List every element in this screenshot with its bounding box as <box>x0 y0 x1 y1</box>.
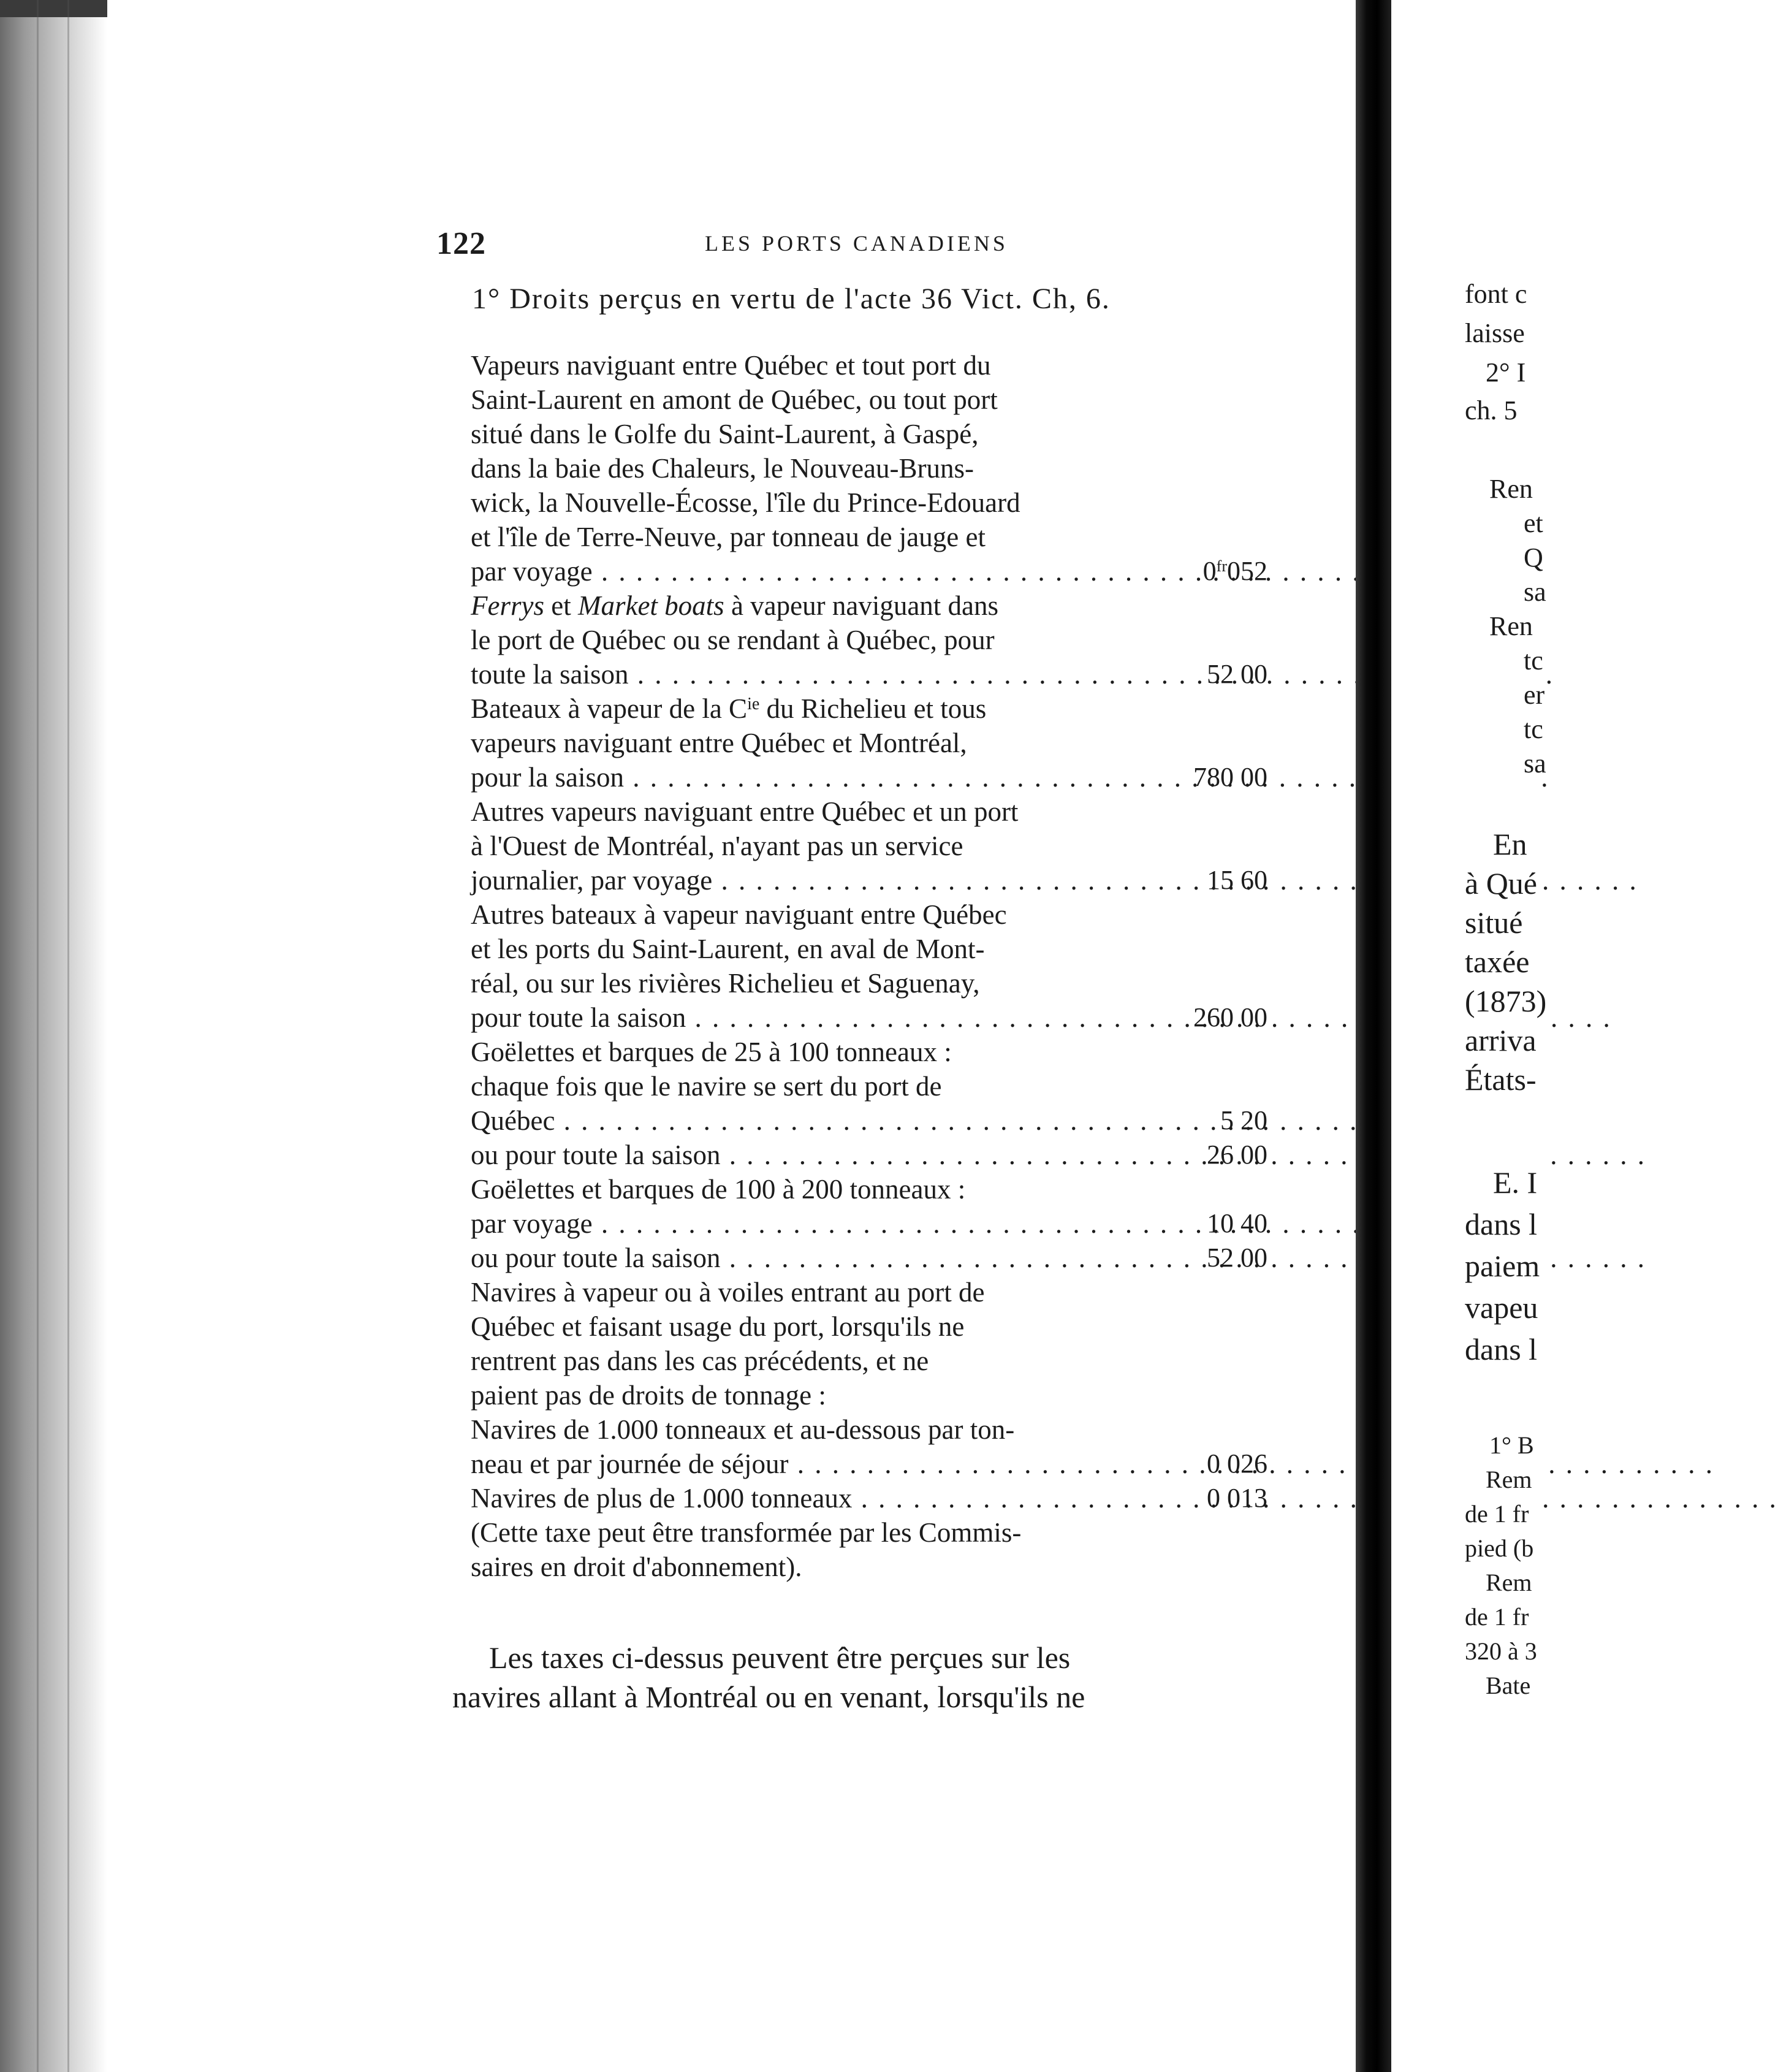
paragraph-line: navires allant à Montréal ou en venant, lorsqu'ils ne <box>452 1680 1085 1714</box>
tariff-list <box>471 348 1280 1584</box>
facing-page-fragment: tc <box>1524 646 1543 676</box>
abbrev-sup: ie <box>747 695 760 714</box>
entry-line: Autres vapeurs naviguant entre Québec et un port <box>471 796 1019 827</box>
facing-page-fragment: pied (b <box>1465 1534 1534 1562</box>
entry-text: à vapeur naviguant dans <box>724 590 999 621</box>
entry-line: saires en droit d'abonnement). <box>471 1552 802 1582</box>
facing-page-fragment: Q <box>1524 543 1543 573</box>
facing-page-fragment: dans l <box>1465 1207 1538 1241</box>
entry-line: pour la saison . . . <box>503 760 1177 794</box>
facing-page-fragment: 320 à 3 <box>1465 1637 1537 1665</box>
amount-decimals: 052 <box>1227 556 1267 586</box>
facing-page-fragment: de 1 fr <box>1465 1500 1529 1528</box>
tariff-entry <box>471 691 1280 794</box>
tariff-amount: 52 00 <box>1207 659 1267 689</box>
facing-page-fragment: et <box>1524 508 1543 538</box>
facing-page-fragment: En <box>1493 827 1527 861</box>
page-edge-line <box>37 0 39 2072</box>
entry-line: Goëlettes et barques de 100 à 200 tonneaux : <box>471 1174 966 1205</box>
entry-line: Québec . . . <box>503 1103 1177 1138</box>
entry-line: réal, ou sur les rivières Richelieu et Saguenay, <box>471 968 980 999</box>
facing-page-fragment: Rem <box>1486 1466 1532 1493</box>
entry-line: Goëlettes et barques de 25 à 100 tonneaux : <box>471 1037 952 1067</box>
page-top-shadow <box>0 0 107 17</box>
tariff-note <box>471 1515 1280 1584</box>
entry-line <box>471 691 1280 726</box>
tariff-entry <box>471 1412 1280 1481</box>
tariff-entry <box>471 1035 1280 1172</box>
facing-page-fragment: 1° B <box>1489 1431 1534 1459</box>
entry-line: paient pas de droits de tonnage : <box>471 1380 826 1411</box>
italic-term: Market boats <box>577 590 724 621</box>
tariff-amount: 52 00 <box>1207 1243 1267 1273</box>
running-title: LES PORTS CANADIENS <box>705 231 1008 256</box>
section-heading: 1° Droits perçus en vertu de l'acte 36 Vict. Ch, 6. <box>472 283 1111 315</box>
italic-term: Ferrys <box>471 590 544 621</box>
entry-line: vapeurs naviguant entre Québec et Montréal, <box>471 728 967 758</box>
closing-paragraph <box>452 1638 1281 1716</box>
facing-page-fragment: de 1 fr <box>1465 1603 1529 1631</box>
facing-page-fragment: sa <box>1524 577 1546 607</box>
entry-line: et les ports du Saint-Laurent, en aval de Mont- <box>471 934 985 964</box>
entry-line: Saint-Laurent en amont de Québec, ou tout port <box>471 384 998 415</box>
entry-line: pour toute la saison . . . <box>503 1000 1177 1035</box>
facing-page-fragment: 2° I <box>1486 357 1526 387</box>
facing-page-fragment: (1873) <box>1465 984 1547 1018</box>
facing-page-fragment: E. I <box>1493 1165 1538 1200</box>
amount-unit: fr <box>1216 557 1227 575</box>
entry-line: Vapeurs naviguant entre Québec et tout port du <box>471 350 991 381</box>
facing-page-fragment: Rem <box>1486 1569 1532 1596</box>
facing-page-fragment: dans l <box>1465 1332 1538 1366</box>
facing-page-fragment: laisse <box>1465 318 1525 348</box>
entry-line: wick, la Nouvelle-Écosse, l'île du Prince-Edouard <box>471 487 1020 518</box>
page-stack-edge <box>0 0 107 2072</box>
tariff-amount: 10 40 <box>1207 1208 1267 1238</box>
entry-line: ou pour toute la saison . . . <box>503 1138 1177 1172</box>
facing-page-fragment: tc <box>1524 714 1543 744</box>
tariff-entry <box>471 588 1280 691</box>
entry-line: Navires de plus de 1.000 tonneaux . . . <box>503 1481 1177 1515</box>
entry-line: toute la saison . . . <box>503 657 1177 691</box>
tariff-amount: 260 00 <box>1193 1002 1267 1032</box>
facing-page-fragment: taxée <box>1465 945 1530 979</box>
tariff-entry <box>471 1172 1280 1275</box>
facing-page-fragment: paiem <box>1465 1249 1540 1283</box>
entry-line: et l'île de Terre-Neuve, par tonneau de jauge et <box>471 522 986 552</box>
entry-text: Bateaux à vapeur de la C <box>471 693 748 724</box>
entry-line: Québec et faisant usage du port, lorsqu'ils ne <box>471 1311 965 1342</box>
tariff-amount: 780 00 <box>1193 762 1267 792</box>
page-number: 122 <box>436 226 486 261</box>
running-header <box>436 226 1221 262</box>
facing-page-fragment: er <box>1524 680 1545 710</box>
entry-line: Navires à vapeur ou à voiles entrant au port de <box>471 1277 985 1308</box>
facing-page-fragment: arriva <box>1465 1023 1537 1057</box>
tariff-entry <box>471 897 1280 1035</box>
book-gutter <box>1356 0 1391 2072</box>
facing-page-fragment: vapeu <box>1465 1290 1538 1325</box>
entry-line: neau et par journée de séjour . . . <box>503 1447 1177 1481</box>
tariff-amount <box>1177 554 1267 588</box>
entry-line: rentrent pas dans les cas précédents, et ne <box>471 1346 929 1376</box>
entry-line: chaque fois que le navire se sert du port de <box>471 1071 942 1102</box>
entry-line: (Cette taxe peut être transformée par les Commis- <box>471 1517 1022 1548</box>
facing-page-fragment: États- <box>1465 1062 1537 1097</box>
entry-line: dans la baie des Chaleurs, le Nouveau-Bruns- <box>471 453 974 484</box>
tariff-entry <box>471 348 1280 588</box>
facing-page-fragment: Ren <box>1489 474 1533 504</box>
entry-text: et <box>544 590 578 621</box>
tariff-amount: 0 013 <box>1207 1483 1267 1513</box>
tariff-amount: 26 00 <box>1207 1140 1267 1170</box>
facing-page-fragment: font c <box>1465 279 1527 309</box>
entry-line: Navires de 1.000 tonneaux et au-dessous par ton- <box>471 1414 1015 1445</box>
tariff-entry <box>471 794 1280 897</box>
facing-page-fragment: Bate <box>1486 1672 1531 1699</box>
entry-line: journalier, par voyage . . . <box>503 863 1177 897</box>
entry-line <box>471 588 1280 623</box>
tariff-entry <box>471 1481 1280 1515</box>
facing-page-fragment: sa <box>1524 748 1546 779</box>
entry-line: à l'Ouest de Montréal, n'ayant pas un service <box>471 831 963 861</box>
facing-page-fragment: Ren <box>1489 611 1533 641</box>
entry-line: par voyage . . . <box>503 1206 1177 1241</box>
tariff-entry <box>471 1275 1280 1412</box>
amount-main: 0 <box>1202 556 1217 586</box>
entry-line: le port de Québec ou se rendant à Québec, pour <box>471 625 995 655</box>
entry-text: du Richelieu et tous <box>759 693 987 724</box>
tariff-amount: 0 026 <box>1207 1449 1267 1479</box>
entry-line: Autres bateaux à vapeur naviguant entre Québec <box>471 899 1007 930</box>
facing-page-fragment: situé <box>1465 905 1523 940</box>
entry-line: situé dans le Golfe du Saint-Laurent, à Gaspé, <box>471 419 979 449</box>
entry-line: par voyage . . . <box>503 554 1177 588</box>
page-edge-line <box>67 0 69 2072</box>
facing-page-fragment: à Qué <box>1465 866 1537 901</box>
tariff-amount: 15 60 <box>1207 865 1267 895</box>
paragraph-line: Les taxes ci-dessus peuvent être perçues sur les <box>489 1640 1071 1675</box>
facing-page-fragment: ch. 5 <box>1465 395 1518 425</box>
entry-line: ou pour toute la saison . . . <box>503 1241 1177 1275</box>
tariff-amount: 5 20 <box>1220 1105 1267 1135</box>
